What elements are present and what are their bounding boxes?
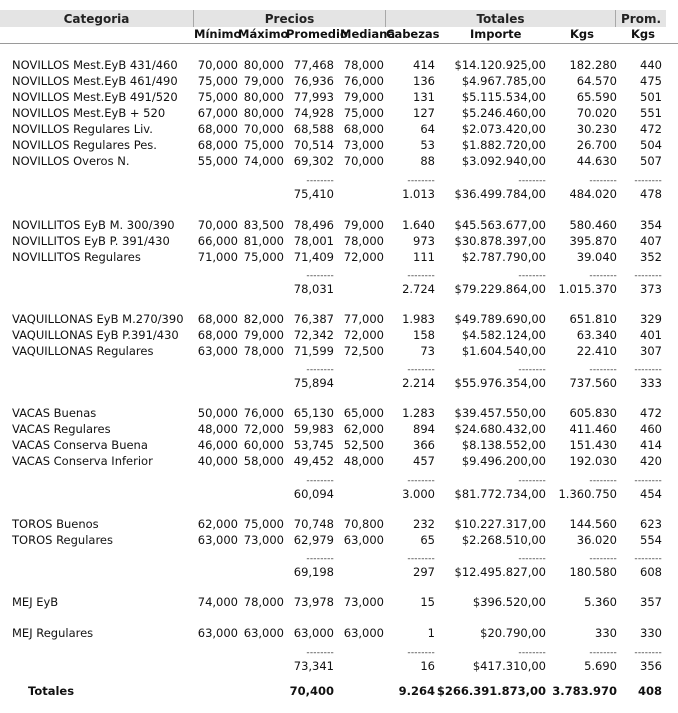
cell-kgs: 63.340: [576, 328, 617, 342]
cell-mediana: 79,000: [343, 218, 384, 232]
group-subtotal-dash-kgs: --------: [589, 271, 617, 281]
cell-maximo: 58,000: [243, 454, 284, 468]
cell-mediana: 70,000: [343, 154, 384, 168]
cell-categoria: NOVILLOS Mest.EyB 491/520: [12, 90, 178, 104]
cell-minimo: 74,000: [197, 595, 238, 609]
cell-maximo: 83,500: [243, 218, 284, 232]
cell-kgs: 192.030: [569, 454, 617, 468]
subtotal-promedio: 75,894: [293, 376, 334, 390]
cell-maximo: 60,000: [243, 438, 284, 452]
subtotal-prom: 608: [640, 565, 662, 579]
cell-categoria: VAQUILLONAS Regulares: [12, 344, 154, 358]
cell-categoria: VACAS Conserva Inferior: [12, 454, 153, 468]
group-subtotal: [0, 186, 678, 202]
cell-importe: $14.120.925,00: [454, 58, 546, 72]
cell-categoria: VACAS Regulares: [12, 422, 111, 436]
mej-subtotal: [0, 658, 678, 674]
cell-mediana: 62,000: [343, 422, 384, 436]
table-row: [0, 217, 678, 233]
cell-minimo: 63,000: [197, 533, 238, 547]
cell-cabezas: 1.983: [402, 312, 435, 326]
group-subtotal-dash-prom: --------: [634, 176, 662, 186]
subtotal-promedio: 69,198: [293, 565, 334, 579]
cell-categoria: NOVILLOS Mest.EyB 431/460: [12, 58, 178, 72]
cell-cabezas: 973: [413, 234, 435, 248]
cell-maximo: 63,000: [243, 626, 284, 640]
group-subtotal-dash-prom: --------: [634, 476, 662, 486]
group-subtotal: [0, 375, 678, 391]
subtotal-prom: 356: [640, 659, 662, 673]
subheader-importe: Importe: [470, 27, 522, 41]
group-subtotal-dash-promedio: --------: [306, 554, 334, 564]
cell-categoria: NOVILLOS Overos N.: [12, 154, 130, 168]
cell-minimo: 75,000: [197, 90, 238, 104]
cell-prom: 623: [640, 517, 662, 531]
table-row: [0, 249, 678, 265]
cell-prom: 354: [640, 218, 662, 232]
cell-kgs: 580.460: [569, 218, 617, 232]
cell-importe: $20.790,00: [480, 626, 546, 640]
cell-kgs: 64.570: [576, 74, 617, 88]
cell-prom: 440: [640, 58, 662, 72]
cell-importe: $5.246.460,00: [461, 106, 546, 120]
totals-kgs: 3.783.970: [552, 684, 617, 698]
cell-prom: 554: [640, 533, 662, 547]
cell-importe: $4.967.785,00: [461, 74, 546, 88]
cell-mediana: 70,800: [343, 517, 384, 531]
cell-categoria: NOVILLOS Regulares Liv.: [12, 122, 153, 136]
cell-minimo: 48,000: [197, 422, 238, 436]
cell-prom: 472: [640, 406, 662, 420]
group-subtotal: [0, 564, 678, 580]
cell-prom: 501: [640, 90, 662, 104]
cell-maximo: 76,000: [243, 406, 284, 420]
cell-mediana: 72,000: [343, 250, 384, 264]
cell-minimo: 70,000: [197, 58, 238, 72]
cell-categoria: NOVILLOS Mest.EyB 461/490: [12, 74, 178, 88]
cell-prom: 460: [640, 422, 662, 436]
cell-promedio: 78,001: [293, 234, 334, 248]
cell-cabezas: 1.283: [402, 406, 435, 420]
table-row: [0, 89, 678, 105]
cell-kgs: 22.410: [576, 344, 617, 358]
cell-kgs: 395.870: [569, 234, 617, 248]
group-subtotal-dash-cabezas: --------: [407, 476, 435, 486]
subtotal-kgs: 1.015.370: [558, 282, 617, 296]
cell-categoria: NOVILLOS Regulares Pes.: [12, 138, 157, 152]
cell-categoria: MEJ Regulares: [12, 626, 94, 640]
cell-importe: $2.268.510,00: [461, 533, 546, 547]
totals-row: [0, 683, 678, 699]
cell-mediana: 63,000: [343, 626, 384, 640]
subtotal-promedio: 75,410: [293, 187, 334, 201]
totals-label: Totales: [28, 684, 75, 698]
cell-kgs: 26.700: [576, 138, 617, 152]
totals-cabezas: 9.264: [398, 684, 435, 698]
group-subtotal-dash-importe: --------: [518, 476, 546, 486]
cell-cabezas: 131: [413, 90, 435, 104]
subtotal-importe: $55.976.354,00: [454, 376, 546, 390]
table-row: [0, 137, 678, 153]
cell-maximo: 74,000: [243, 154, 284, 168]
cell-promedio: 72,342: [293, 328, 334, 342]
subtotal-cabezas: 2.724: [402, 282, 435, 296]
subtotal-importe: $81.772.734,00: [454, 487, 546, 501]
cell-mediana: 65,000: [343, 406, 384, 420]
cell-importe: $4.582.124,00: [461, 328, 546, 342]
table-row: [0, 121, 678, 137]
cell-minimo: 62,000: [197, 517, 238, 531]
cell-promedio: 76,936: [293, 74, 334, 88]
subtotal-kgs: 737.560: [569, 376, 617, 390]
cell-kgs: 5.360: [584, 595, 617, 609]
cell-prom: 401: [640, 328, 662, 342]
cell-cabezas: 65: [420, 533, 435, 547]
cell-kgs: 182.280: [569, 58, 617, 72]
cell-importe: $3.092.940,00: [461, 154, 546, 168]
cell-maximo: 73,000: [243, 533, 284, 547]
cell-cabezas: 414: [413, 58, 435, 72]
cell-categoria: TOROS Buenos: [12, 517, 99, 531]
totals-importe: $266.391.873,00: [436, 684, 546, 698]
group-subtotal-dash-kgs: --------: [589, 176, 617, 186]
cell-prom: 414: [640, 438, 662, 452]
subtotal-importe: $12.495.827,00: [454, 565, 546, 579]
table-row: [0, 233, 678, 249]
group-subtotal-dash-promedio: --------: [306, 271, 334, 281]
table-row: [0, 516, 678, 532]
cell-prom: 472: [640, 122, 662, 136]
cell-prom: 307: [640, 344, 662, 358]
cell-kgs: 30.230: [576, 122, 617, 136]
cell-importe: $39.457.550,00: [454, 406, 546, 420]
cell-promedio: 49,452: [293, 454, 334, 468]
cell-mediana: 77,000: [343, 312, 384, 326]
cell-kgs: 330: [595, 626, 617, 640]
subtotal-importe: $79.229.864,00: [454, 282, 546, 296]
cell-prom: 507: [640, 154, 662, 168]
cell-maximo: 79,000: [243, 74, 284, 88]
subtotal-cabezas: 297: [413, 565, 435, 579]
subheader-minimo: Mínimo: [194, 27, 242, 41]
cell-promedio: 71,599: [293, 344, 334, 358]
cell-categoria: MEJ EyB: [12, 595, 59, 609]
group-subtotal-dash-importe: --------: [518, 365, 546, 375]
subtotal-cabezas: 3.000: [402, 487, 435, 501]
cell-minimo: 68,000: [197, 138, 238, 152]
subheader-promedio: Promedio: [286, 27, 348, 41]
group-subtotal-dash-kgs: --------: [589, 365, 617, 375]
cell-categoria: VAQUILLONAS EyB M.270/390: [12, 312, 184, 326]
cell-promedio: 63,000: [293, 626, 334, 640]
group-subtotal-dash-cabezas: --------: [407, 365, 435, 375]
table-row: [0, 625, 678, 641]
subtotal-kgs: 5.690: [584, 659, 617, 673]
cell-categoria: TOROS Regulares: [12, 533, 113, 547]
header-totales: Totales: [386, 10, 616, 27]
header-categoria: Categoria: [0, 10, 194, 27]
table-row: [0, 532, 678, 548]
cell-prom: 551: [640, 106, 662, 120]
cell-prom: 357: [640, 595, 662, 609]
cell-importe: $8.138.552,00: [461, 438, 546, 452]
table-row: [0, 73, 678, 89]
subtotal-kgs: 484.020: [569, 187, 617, 201]
subtotal-importe: $36.499.784,00: [454, 187, 546, 201]
cell-kgs: 70.020: [576, 106, 617, 120]
group-subtotal-dash-promedio: --------: [306, 176, 334, 186]
cell-importe: $396.520,00: [472, 595, 546, 609]
cell-promedio: 62,979: [293, 533, 334, 547]
cell-minimo: 40,000: [197, 454, 238, 468]
cell-mediana: 75,000: [343, 106, 384, 120]
subtotal-kgs: 180.580: [569, 565, 617, 579]
cell-promedio: 71,409: [293, 250, 334, 264]
cell-kgs: 36.020: [576, 533, 617, 547]
cell-importe: $9.496.200,00: [461, 454, 546, 468]
cell-importe: $24.680.432,00: [454, 422, 546, 436]
subtotal-cabezas: 2.214: [402, 376, 435, 390]
group-subtotal-dash-kgs: --------: [589, 554, 617, 564]
cell-cabezas: 136: [413, 74, 435, 88]
group-subtotal-dash-importe: --------: [518, 271, 546, 281]
subtotal-cabezas: 1.013: [402, 187, 435, 201]
group-subtotal-dash-cabezas: --------: [407, 554, 435, 564]
cell-mediana: 48,000: [343, 454, 384, 468]
cell-minimo: 68,000: [197, 312, 238, 326]
cell-maximo: 78,000: [243, 595, 284, 609]
group-subtotal-dash-cabezas: --------: [407, 271, 435, 281]
subheader-maximo: Máximo: [238, 27, 289, 41]
table-row: [0, 343, 678, 359]
cell-cabezas: 127: [413, 106, 435, 120]
cell-cabezas: 15: [420, 595, 435, 609]
cell-categoria: VACAS Conserva Buena: [12, 438, 148, 452]
table-row: [0, 57, 678, 73]
cell-minimo: 50,000: [197, 406, 238, 420]
cell-mediana: 76,000: [343, 74, 384, 88]
cell-categoria: NOVILLOS Mest.EyB + 520: [12, 106, 166, 120]
cell-kgs: 44.630: [576, 154, 617, 168]
group-subtotal-dash-importe: --------: [518, 176, 546, 186]
cell-cabezas: 457: [413, 454, 435, 468]
cell-mediana: 78,000: [343, 58, 384, 72]
cell-prom: 420: [640, 454, 662, 468]
cell-categoria: NOVILLITOS Regulares: [12, 250, 141, 264]
cell-minimo: 67,000: [197, 106, 238, 120]
table-row: [0, 153, 678, 169]
subtotal-prom: 333: [640, 376, 662, 390]
header-bottom-rule: [0, 43, 678, 44]
mej-subtotal-dash-importe: --------: [518, 648, 546, 658]
group-subtotal-dash-cabezas: --------: [407, 176, 435, 186]
cell-promedio: 76,387: [293, 312, 334, 326]
cell-cabezas: 1.640: [402, 218, 435, 232]
group-subtotal-dash-importe: --------: [518, 554, 546, 564]
table-row: [0, 453, 678, 469]
totals-prom: 408: [637, 684, 662, 698]
table-row: [0, 311, 678, 327]
cell-importe: $45.563.677,00: [454, 218, 546, 232]
cell-mediana: 63,000: [343, 533, 384, 547]
cell-maximo: 82,000: [243, 312, 284, 326]
cell-categoria: NOVILLITOS EyB M. 300/390: [12, 218, 175, 232]
cell-kgs: 651.810: [569, 312, 617, 326]
group-subtotal-dash-promedio: --------: [306, 476, 334, 486]
cell-importe: $2.073.420,00: [461, 122, 546, 136]
table-row: [0, 105, 678, 121]
cell-cabezas: 73: [420, 344, 435, 358]
cell-cabezas: 232: [413, 517, 435, 531]
cell-cabezas: 1: [427, 626, 435, 640]
cell-maximo: 80,000: [243, 58, 284, 72]
subtotal-promedio: 60,094: [293, 487, 334, 501]
subtotal-importe: $417.310,00: [472, 659, 546, 673]
cell-promedio: 77,993: [293, 90, 334, 104]
group-subtotal-dash-promedio: --------: [306, 365, 334, 375]
subtotal-prom: 478: [640, 187, 662, 201]
mej-subtotal-dash-cabezas: --------: [407, 648, 435, 658]
cell-importe: $2.787.790,00: [461, 250, 546, 264]
header-precios: Precios: [194, 10, 386, 27]
cell-importe: $30.878.397,00: [454, 234, 546, 248]
subtotal-promedio: 73,341: [293, 659, 334, 673]
cell-cabezas: 53: [420, 138, 435, 152]
table-row: [0, 421, 678, 437]
group-subtotal-dash-prom: --------: [634, 271, 662, 281]
table-row: [0, 405, 678, 421]
cell-cabezas: 158: [413, 328, 435, 342]
cell-categoria: NOVILLITOS EyB P. 391/430: [12, 234, 170, 248]
cell-promedio: 73,978: [293, 595, 334, 609]
cell-maximo: 75,000: [243, 250, 284, 264]
cell-minimo: 63,000: [197, 344, 238, 358]
cell-cabezas: 88: [420, 154, 435, 168]
cell-maximo: 72,000: [243, 422, 284, 436]
group-subtotal-dash-prom: --------: [634, 365, 662, 375]
cell-maximo: 79,000: [243, 328, 284, 342]
cell-kgs: 39.040: [576, 250, 617, 264]
subheader-kgs: Kgs: [570, 27, 594, 41]
cell-prom: 504: [640, 138, 662, 152]
subtotal-promedio: 78,031: [293, 282, 334, 296]
cell-mediana: 73,000: [343, 595, 384, 609]
cell-categoria: VACAS Buenas: [12, 406, 97, 420]
cell-mediana: 68,000: [343, 122, 384, 136]
cell-mediana: 72,000: [343, 328, 384, 342]
group-subtotal-dash-prom: --------: [634, 554, 662, 564]
cell-prom: 475: [640, 74, 662, 88]
cell-kgs: 605.830: [569, 406, 617, 420]
subtotal-cabezas: 16: [420, 659, 435, 673]
cell-maximo: 78,000: [243, 344, 284, 358]
cell-promedio: 74,928: [293, 106, 334, 120]
cell-kgs: 65.590: [576, 90, 617, 104]
cell-prom: 352: [640, 250, 662, 264]
header-prom: Prom.: [616, 10, 666, 27]
table-row: [0, 327, 678, 343]
cell-minimo: 63,000: [197, 626, 238, 640]
mej-subtotal-dash-prom: --------: [634, 648, 662, 658]
subtotal-kgs: 1.360.750: [558, 487, 617, 501]
cell-promedio: 65,130: [293, 406, 334, 420]
subheader-prom-kgs: Kgs: [631, 27, 655, 41]
cell-categoria: VAQUILLONAS EyB P.391/430: [12, 328, 179, 342]
cell-minimo: 66,000: [197, 234, 238, 248]
cell-mediana: 72,500: [343, 344, 384, 358]
cell-prom: 329: [640, 312, 662, 326]
cell-promedio: 78,496: [293, 218, 334, 232]
mej-subtotal-dash-promedio: --------: [306, 648, 334, 658]
cell-cabezas: 111: [413, 250, 435, 264]
subheader-cabezas: Cabezas: [386, 27, 440, 41]
cell-mediana: 79,000: [343, 90, 384, 104]
cell-importe: $49.789.690,00: [454, 312, 546, 326]
cell-minimo: 68,000: [197, 328, 238, 342]
cell-maximo: 70,000: [243, 122, 284, 136]
group-subtotal: [0, 281, 678, 297]
subtotal-prom: 373: [640, 282, 662, 296]
cell-importe: $1.882.720,00: [461, 138, 546, 152]
cell-minimo: 75,000: [197, 74, 238, 88]
cell-maximo: 80,000: [243, 90, 284, 104]
cell-importe: $5.115.534,00: [461, 90, 546, 104]
cell-minimo: 70,000: [197, 218, 238, 232]
subtotal-prom: 454: [640, 487, 662, 501]
cell-cabezas: 64: [420, 122, 435, 136]
cell-kgs: 144.560: [569, 517, 617, 531]
cell-mediana: 73,000: [343, 138, 384, 152]
cell-minimo: 55,000: [197, 154, 238, 168]
cell-minimo: 71,000: [197, 250, 238, 264]
totals-promedio: 70,400: [289, 684, 334, 698]
cell-promedio: 68,588: [293, 122, 334, 136]
table-row: [0, 437, 678, 453]
cell-importe: $10.227.317,00: [454, 517, 546, 531]
table-row: [0, 594, 678, 610]
cell-promedio: 77,468: [293, 58, 334, 72]
group-subtotal: [0, 486, 678, 502]
cell-promedio: 59,983: [293, 422, 334, 436]
mej-subtotal-dash-kgs: --------: [589, 648, 617, 658]
subheader-mediana: Mediana: [340, 27, 396, 41]
cell-minimo: 46,000: [197, 438, 238, 452]
cell-promedio: 53,745: [293, 438, 334, 452]
cell-maximo: 75,000: [243, 138, 284, 152]
cell-mediana: 52,500: [343, 438, 384, 452]
cell-mediana: 78,000: [343, 234, 384, 248]
cell-kgs: 411.460: [569, 422, 617, 436]
cell-cabezas: 366: [413, 438, 435, 452]
cell-promedio: 69,302: [293, 154, 334, 168]
cell-kgs: 151.430: [569, 438, 617, 452]
cell-prom: 330: [640, 626, 662, 640]
cell-promedio: 70,748: [293, 517, 334, 531]
cell-cabezas: 894: [413, 422, 435, 436]
cell-maximo: 81,000: [243, 234, 284, 248]
cell-promedio: 70,514: [293, 138, 334, 152]
group-subtotal-dash-kgs: --------: [589, 476, 617, 486]
cell-importe: $1.604.540,00: [461, 344, 546, 358]
cell-maximo: 75,000: [243, 517, 284, 531]
cell-prom: 407: [640, 234, 662, 248]
cell-minimo: 68,000: [197, 122, 238, 136]
cell-maximo: 80,000: [243, 106, 284, 120]
